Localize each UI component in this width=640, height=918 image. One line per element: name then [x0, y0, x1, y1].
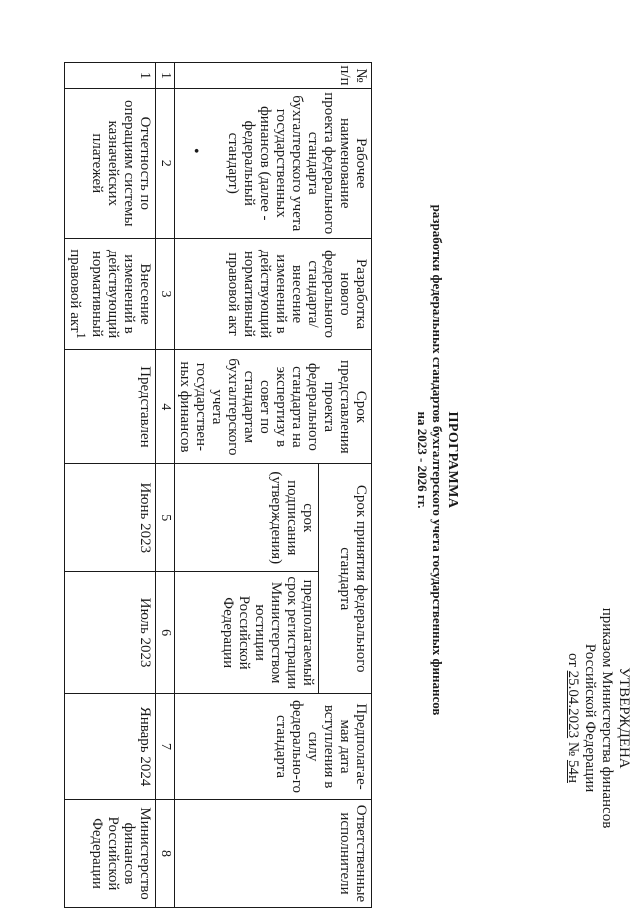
column-number-row: [156, 63, 175, 908]
row-registration-date: Июль 2023: [65, 572, 156, 694]
header-submission-deadline: Срок представления проекта федерального стандарта на экспертизу в совет по стандартам бухгалтерского учета государствен-ных финансов: [175, 350, 372, 464]
approval-stamp: [564, 548, 632, 888]
approval-date: 25.04.2023: [565, 670, 581, 739]
header-registration-deadline: предполагаемый срок регистрации Министерством юстиции Российской Федерации: [175, 572, 319, 694]
row-submission-status: Представлен: [65, 350, 156, 464]
program-period: на 2023 - 2026 гг.: [415, 411, 430, 509]
column-number: 3: [156, 238, 175, 350]
header-development-type: Разработка нового федерального стандарта/ внесение изменений в действующий нормативный правовой акт: [175, 238, 372, 350]
header-effective-date: Предполагае-мая дата вступления в силу федерально-го стандарта: [175, 694, 372, 800]
table-header-row-1: [319, 63, 372, 908]
column-number: 8: [156, 799, 175, 907]
approval-order-line-1: приказом Министерства финансов: [599, 607, 615, 829]
row-responsible: Министерство финансов Российской Федерации: [65, 799, 156, 907]
column-number: 7: [156, 694, 175, 800]
row-signing-date: Июнь 2023: [65, 464, 156, 572]
header-standard-name: Рабочее наименование проекта федерального стандарта бухгалтерского учета государственных финансов (далее - федеральный стандарт): [175, 88, 372, 238]
stray-dot-mark: •: [187, 148, 204, 154]
header-number: № п/п: [175, 63, 372, 89]
program-heading: [415, 90, 460, 830]
column-number: 2: [156, 88, 175, 238]
row-effective-date: Январь 2024: [65, 694, 156, 800]
header-responsible: Ответственные исполнители: [175, 799, 372, 907]
approval-order-date-line: [564, 548, 581, 888]
table-row: [65, 63, 156, 908]
column-number: 5: [156, 464, 175, 572]
row-development-type-cell: [65, 238, 156, 350]
approval-status: УТВЕРЖДЕНА: [616, 667, 632, 769]
header-adoption-deadline: Срок принятия федерального стандарта: [319, 464, 372, 694]
row-number: 1: [65, 63, 156, 89]
column-number: 4: [156, 350, 175, 464]
approval-order-line-2: Российской Федерации: [582, 643, 598, 793]
approval-number-sign: №: [565, 741, 581, 757]
program-table: [64, 62, 372, 908]
column-number: 6: [156, 572, 175, 694]
approval-number: 54н: [565, 759, 581, 783]
footnote-marker: 1: [74, 332, 88, 339]
column-number: 1: [156, 63, 175, 89]
row-development-type: Внесение изменений в действующий нормативный правовой акт: [67, 249, 153, 339]
program-title: ПРОГРАММА: [445, 411, 460, 509]
row-standard-name: Отчетность по операциям системы казначейских платежей: [65, 88, 156, 238]
program-subtitle: разработки федеральных стандартов бухгалтерского учета государственных финансов: [430, 204, 445, 716]
header-signing-deadline: срок подписания (утверждения): [175, 464, 319, 572]
approval-prefix: от: [565, 653, 581, 667]
